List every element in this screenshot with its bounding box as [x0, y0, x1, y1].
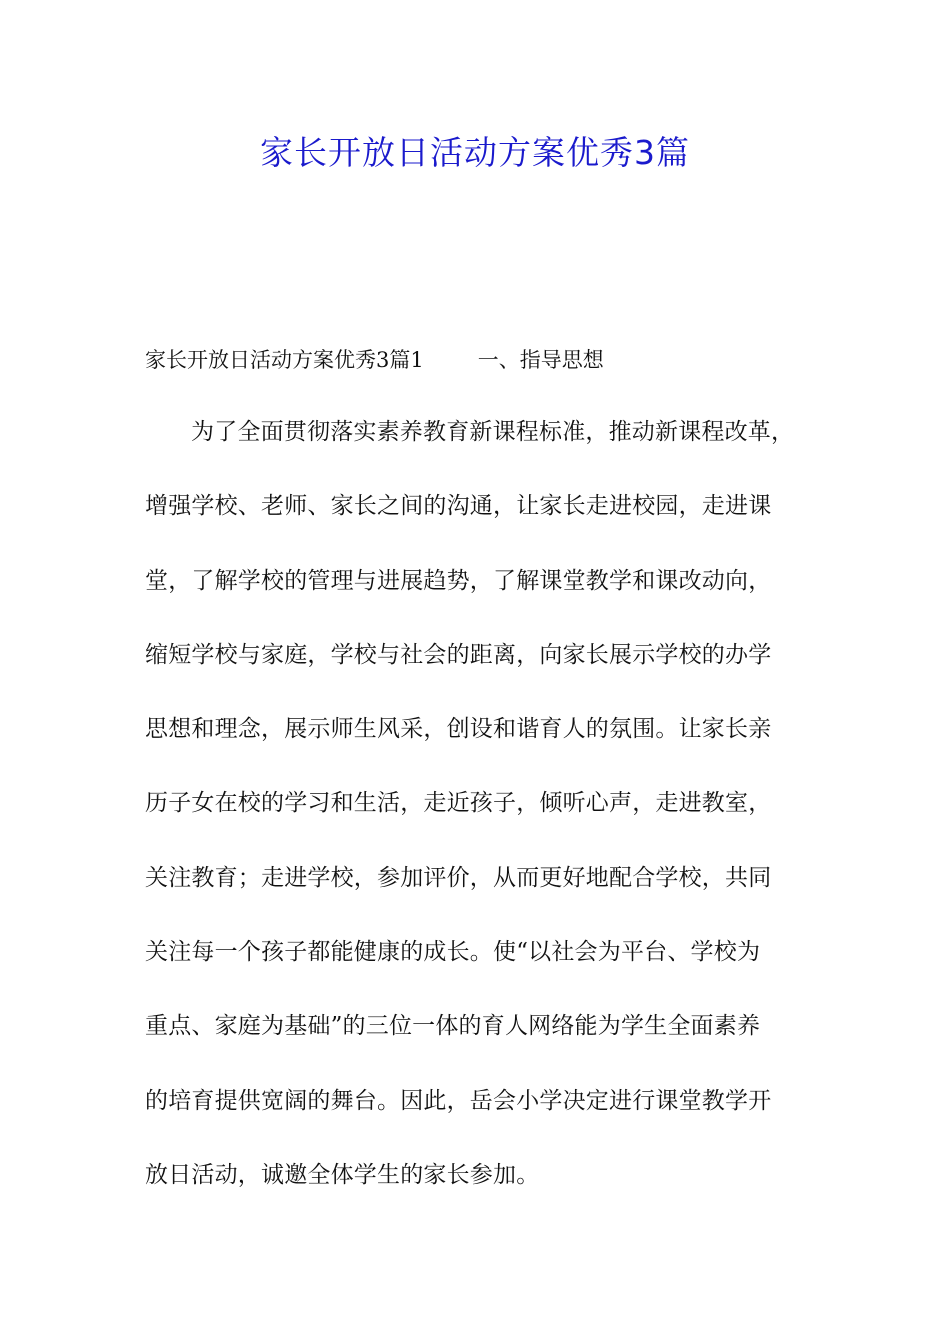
- paragraph-line: 思想和理念，展示师生风采，创设和谐育人的氛围。让家长亲: [145, 716, 772, 743]
- paragraph-line: 放日活动，诚邀全体学生的家长参加。: [145, 1161, 540, 1188]
- paragraph-line: 重点、家庭为基础”的三位一体的育人网络能为学生全面素养: [145, 1013, 761, 1040]
- paragraph-line: 堂，了解学校的管理与进展趋势，了解课堂教学和课改动向，: [145, 567, 772, 594]
- paragraph-line: 的培育提供宽阔的舞台。因此，岳会小学决定进行课堂教学开: [145, 1087, 772, 1114]
- document-title: 家长开放日活动方案优秀3篇: [260, 133, 690, 172]
- section-heading: [145, 342, 825, 378]
- paragraph-line: 关注每一个孩子都能健康的成长。使“以社会为平台、学校为: [145, 939, 761, 966]
- paragraph-line: 历子女在校的学习和生活，走近孩子，倾听心声，走进教室，: [145, 790, 772, 817]
- paragraph: [145, 414, 825, 1231]
- paragraph-line: 缩短学校与家庭，学校与社会的距离，向家长展示学校的办学: [145, 641, 772, 668]
- section-title: 一、指导思想: [477, 348, 604, 372]
- paragraph-line: 为了全面贯彻落实素养教育新课程标准，推动新课程改革，: [191, 419, 795, 445]
- paragraph-line: 增强学校、老师、家长之间的沟通，让家长走进校园，走进课: [145, 493, 772, 520]
- part-heading: 家长开放日活动方案优秀3篇1: [145, 348, 424, 372]
- paragraph-line: 关注教育；走进学校，参加评价，从而更好地配合学校，共同: [145, 864, 772, 891]
